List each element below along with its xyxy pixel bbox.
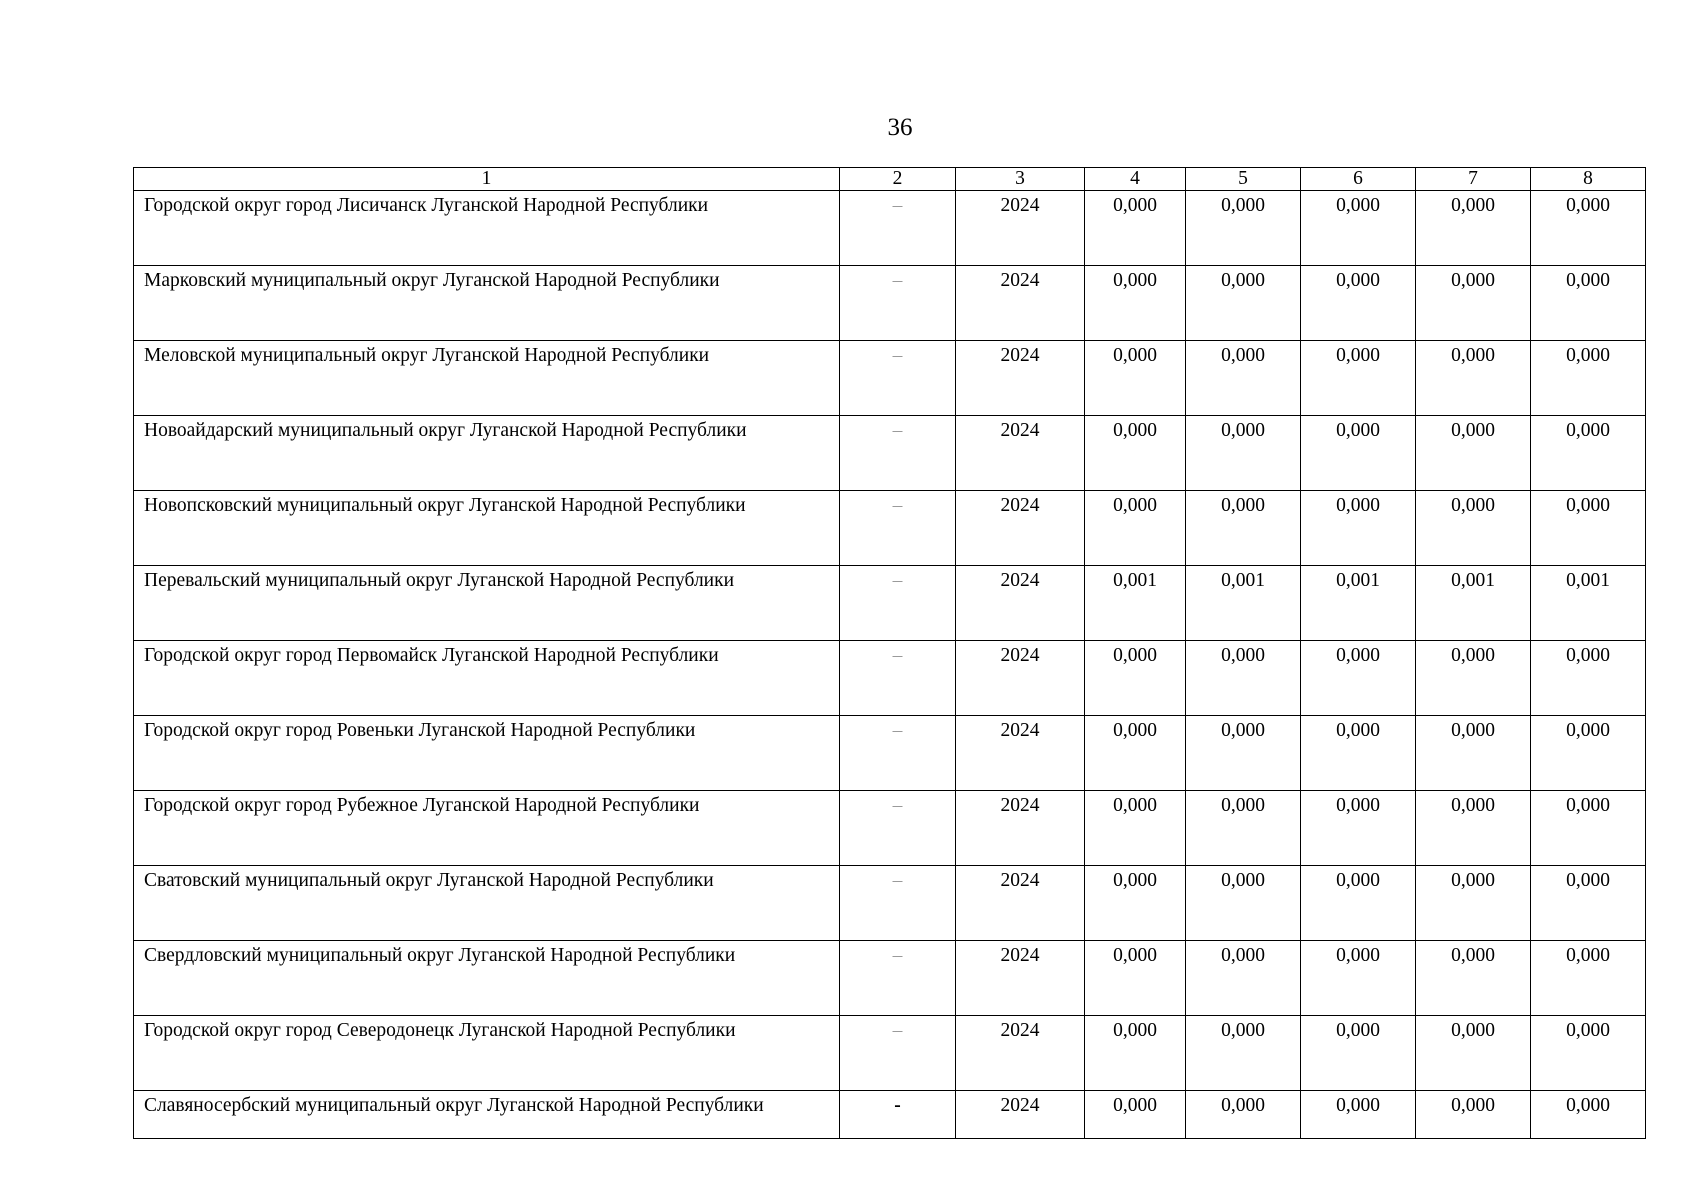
- value-cell: 0,000: [1531, 416, 1646, 491]
- value-cell: 0,000: [1085, 791, 1186, 866]
- municipality-name-cell: Городской округ город Ровеньки Луганской Народной Республики: [134, 716, 840, 791]
- value-cell: 0,000: [1186, 1091, 1301, 1139]
- value-cell: 0,000: [1416, 1091, 1531, 1139]
- value-cell: 0,000: [1085, 191, 1186, 266]
- year-cell: 2024: [956, 941, 1085, 1016]
- column-header: 1: [134, 168, 840, 191]
- col2-cell: –: [840, 866, 956, 941]
- value-cell: 0,000: [1301, 866, 1416, 941]
- value-cell: 0,000: [1531, 641, 1646, 716]
- value-cell: 0,000: [1416, 491, 1531, 566]
- year-cell: 2024: [956, 266, 1085, 341]
- value-cell: 0,000: [1085, 866, 1186, 941]
- column-header: 2: [840, 168, 956, 191]
- value-cell: 0,000: [1085, 491, 1186, 566]
- value-cell: 0,000: [1416, 941, 1531, 1016]
- value-cell: 0,000: [1531, 941, 1646, 1016]
- year-cell: 2024: [956, 191, 1085, 266]
- value-cell: 0,000: [1301, 191, 1416, 266]
- col2-cell: –: [840, 791, 956, 866]
- value-cell: 0,000: [1186, 866, 1301, 941]
- table-row: [134, 791, 1646, 866]
- col2-cell: –: [840, 491, 956, 566]
- value-cell: 0,000: [1416, 416, 1531, 491]
- table-row: [134, 566, 1646, 641]
- value-cell: 0,000: [1085, 1016, 1186, 1091]
- column-header: 5: [1186, 168, 1301, 191]
- value-cell: 0,000: [1301, 1091, 1416, 1139]
- column-header: 3: [956, 168, 1085, 191]
- value-cell: 0,000: [1301, 941, 1416, 1016]
- col2-cell: –: [840, 1016, 956, 1091]
- municipality-name-cell: Сватовский муниципальный округ Луганской Народной Республики: [134, 866, 840, 941]
- municipality-name-cell: Новопсковский муниципальный округ Луганской Народной Республики: [134, 491, 840, 566]
- municipality-name-cell: Городской округ город Лисичанск Луганской Народной Республики: [134, 191, 840, 266]
- value-cell: 0,000: [1186, 266, 1301, 341]
- value-cell: 0,000: [1416, 716, 1531, 791]
- table-row: [134, 716, 1646, 791]
- value-cell: 0,001: [1186, 566, 1301, 641]
- value-cell: 0,000: [1531, 341, 1646, 416]
- municipality-name-cell: Перевальский муниципальный округ Луганской Народной Республики: [134, 566, 840, 641]
- table-row: [134, 191, 1646, 266]
- year-cell: 2024: [956, 416, 1085, 491]
- value-cell: 0,000: [1301, 491, 1416, 566]
- table-header-row: [134, 168, 1646, 191]
- value-cell: 0,000: [1186, 341, 1301, 416]
- year-cell: 2024: [956, 791, 1085, 866]
- year-cell: 2024: [956, 1091, 1085, 1139]
- column-header: 6: [1301, 168, 1416, 191]
- year-cell: 2024: [956, 1016, 1085, 1091]
- col2-cell: –: [840, 941, 956, 1016]
- value-cell: 0,000: [1531, 866, 1646, 941]
- table-row: [134, 416, 1646, 491]
- col2-cell: –: [840, 341, 956, 416]
- year-cell: 2024: [956, 716, 1085, 791]
- value-cell: 0,000: [1416, 266, 1531, 341]
- year-cell: 2024: [956, 641, 1085, 716]
- table-row: [134, 641, 1646, 716]
- value-cell: 0,000: [1186, 191, 1301, 266]
- value-cell: 0,000: [1531, 1091, 1646, 1139]
- municipality-name-cell: Меловской муниципальный округ Луганской Народной Республики: [134, 341, 840, 416]
- value-cell: 0,000: [1301, 266, 1416, 341]
- value-cell: 0,001: [1085, 566, 1186, 641]
- municipality-name-cell: Новоайдарский муниципальный округ Луганской Народной Республики: [134, 416, 840, 491]
- value-cell: 0,000: [1301, 791, 1416, 866]
- col2-cell: –: [840, 566, 956, 641]
- municipality-name-cell: Городской округ город Рубежное Луганской Народной Республики: [134, 791, 840, 866]
- value-cell: 0,000: [1301, 341, 1416, 416]
- value-cell: 0,000: [1416, 341, 1531, 416]
- data-table: [133, 167, 1646, 1139]
- value-cell: 0,000: [1186, 1016, 1301, 1091]
- value-cell: 0,000: [1531, 491, 1646, 566]
- year-cell: 2024: [956, 341, 1085, 416]
- year-cell: 2024: [956, 491, 1085, 566]
- value-cell: 0,000: [1186, 716, 1301, 791]
- column-header: 8: [1531, 168, 1646, 191]
- year-cell: 2024: [956, 566, 1085, 641]
- column-header: 4: [1085, 168, 1186, 191]
- value-cell: 0,000: [1416, 641, 1531, 716]
- year-cell: 2024: [956, 866, 1085, 941]
- value-cell: 0,000: [1301, 641, 1416, 716]
- value-cell: 0,000: [1186, 641, 1301, 716]
- value-cell: 0,000: [1186, 791, 1301, 866]
- value-cell: 0,000: [1416, 191, 1531, 266]
- value-cell: 0,000: [1531, 1016, 1646, 1091]
- value-cell: 0,000: [1531, 266, 1646, 341]
- value-cell: 0,000: [1301, 416, 1416, 491]
- value-cell: 0,000: [1416, 791, 1531, 866]
- municipality-name-cell: Марковский муниципальный округ Луганской Народной Республики: [134, 266, 840, 341]
- table-row: [134, 1016, 1646, 1091]
- value-cell: 0,001: [1416, 566, 1531, 641]
- value-cell: 0,001: [1531, 566, 1646, 641]
- column-header: 7: [1416, 168, 1531, 191]
- value-cell: 0,000: [1085, 941, 1186, 1016]
- value-cell: 0,000: [1085, 716, 1186, 791]
- table-row: [134, 491, 1646, 566]
- col2-cell: -: [840, 1091, 956, 1139]
- table-row: [134, 341, 1646, 416]
- municipality-name-cell: Свердловский муниципальный округ Луганской Народной Республики: [134, 941, 840, 1016]
- value-cell: 0,000: [1085, 266, 1186, 341]
- value-cell: 0,000: [1416, 866, 1531, 941]
- col2-cell: –: [840, 416, 956, 491]
- col2-cell: –: [840, 716, 956, 791]
- table-row: [134, 266, 1646, 341]
- col2-cell: –: [840, 641, 956, 716]
- value-cell: 0,000: [1186, 941, 1301, 1016]
- value-cell: 0,000: [1301, 1016, 1416, 1091]
- value-cell: 0,000: [1186, 416, 1301, 491]
- value-cell: 0,000: [1301, 716, 1416, 791]
- value-cell: 0,000: [1085, 416, 1186, 491]
- value-cell: 0,000: [1186, 491, 1301, 566]
- value-cell: 0,000: [1531, 716, 1646, 791]
- value-cell: 0,000: [1416, 1016, 1531, 1091]
- col2-cell: –: [840, 191, 956, 266]
- col2-cell: –: [840, 266, 956, 341]
- value-cell: 0,000: [1085, 1091, 1186, 1139]
- value-cell: 0,000: [1531, 791, 1646, 866]
- page-number: 36: [887, 114, 913, 141]
- value-cell: 0,000: [1085, 341, 1186, 416]
- value-cell: 0,001: [1301, 566, 1416, 641]
- municipality-name-cell: Славяносербский муниципальный округ Луганской Народной Республики: [134, 1091, 840, 1139]
- value-cell: 0,000: [1531, 191, 1646, 266]
- table-row: [134, 1091, 1646, 1139]
- table-row: [134, 941, 1646, 1016]
- table-row: [134, 866, 1646, 941]
- municipality-name-cell: Городской округ город Первомайск Луганской Народной Республики: [134, 641, 840, 716]
- municipality-name-cell: Городской округ город Северодонецк Луганской Народной Республики: [134, 1016, 840, 1091]
- value-cell: 0,000: [1085, 641, 1186, 716]
